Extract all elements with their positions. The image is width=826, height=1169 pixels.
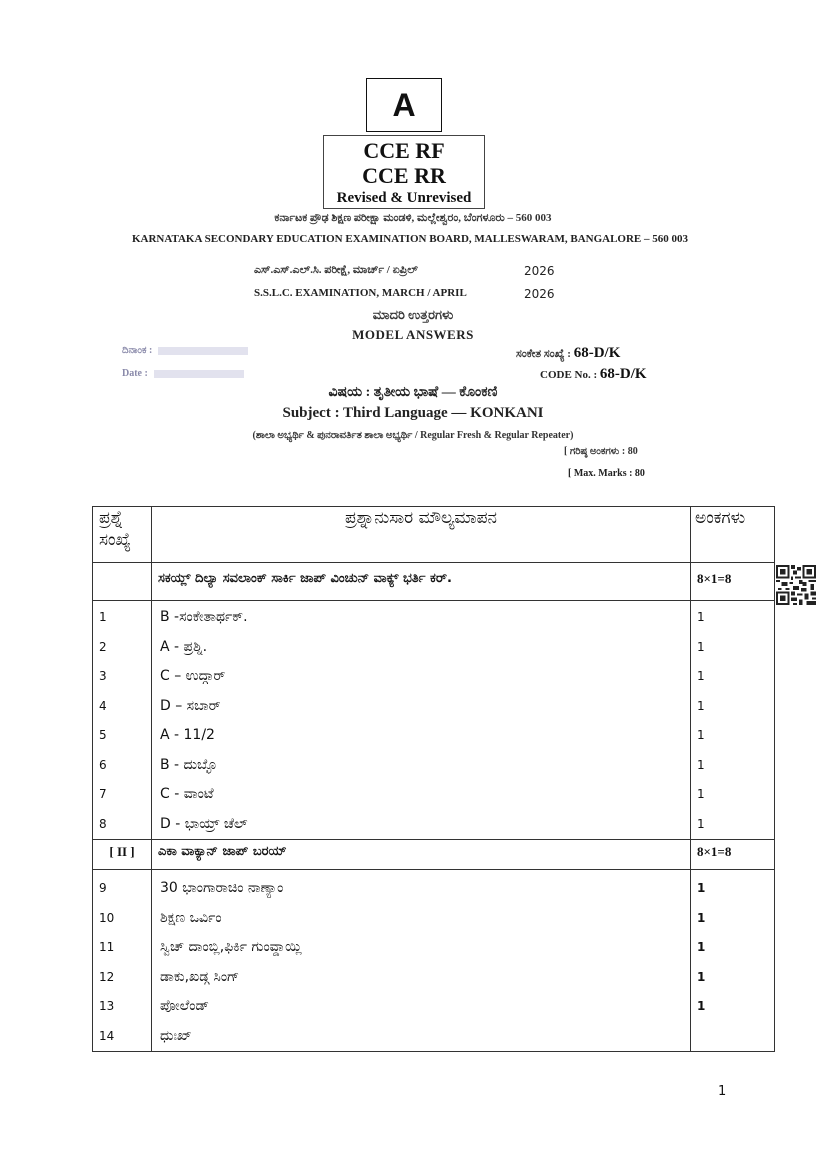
exam-year-english: 2026 — [524, 287, 555, 301]
answer-text: ಶಿಕ್ಷಣ ಒರ್ವಿಂ — [160, 909, 222, 926]
answer-text: A - ಪ್ರಶ್ನಿ. — [160, 638, 208, 655]
answer-text: B - ದುಬ್ಳೊ — [160, 756, 217, 773]
question-number: 3 — [99, 669, 107, 683]
section-marks: 8×1=8 — [691, 840, 775, 870]
answer-marks: 1 — [697, 669, 705, 683]
code-value-english: 68-D/K — [599, 366, 647, 382]
revised-label: Revised & Unrevised — [336, 190, 472, 206]
exam-title-english: S.S.L.C. EXAMINATION, MARCH / APRIL — [254, 287, 467, 299]
answers — [152, 601, 691, 840]
cce-box — [323, 135, 485, 209]
answer-marks: 1 — [697, 940, 706, 954]
answer-marks: 1 — [697, 639, 705, 654]
answer-text: ಧುಃಖ್ — [160, 1027, 192, 1044]
question-number: 14 — [99, 1028, 115, 1043]
qr-code — [776, 565, 816, 605]
question-number: 10 — [99, 910, 115, 925]
version-box: A — [366, 78, 442, 132]
question-number: 13 — [99, 999, 115, 1013]
question-number: 12 — [99, 969, 115, 984]
col-header-marks: ಅಂಕಗಳು — [691, 507, 775, 563]
question-number: 7 — [99, 787, 107, 801]
model-answers-english: MODEL ANSWERS — [352, 327, 474, 342]
answer-marks: 1 — [697, 698, 705, 713]
code-kannada: ಸಂಕೇತ ಸಂಖ್ಯೆ : 68-D/K — [516, 345, 621, 361]
answer-text: C - ವಾಂಟೆ — [160, 786, 214, 802]
exam-title-kannada: ಎಸ್.ಎಸ್.ಎಲ್.ಸಿ. ಪರೀಕ್ಷೆ, ಮಾರ್ಚ್ / ಏಪ್ರಿಲ್ — [254, 264, 418, 276]
answer-text: C – ಉದ್ಗಾರ್ — [160, 668, 226, 684]
answer-text: ಪೋಲೆಂಡ್ — [160, 998, 209, 1014]
items-block — [93, 601, 775, 840]
question-number: 1 — [99, 610, 107, 624]
answer-marks: 1 — [697, 881, 706, 895]
item-marks — [691, 870, 775, 1052]
answer-marks — [691, 1022, 774, 1052]
answer-text: D - ಭಾಯ್ರ್ ಚೆಲ್ — [160, 815, 248, 832]
answer-text: 30 ಭಾಂಗಾರಾಚಿಂ ನಾಣ್ಯಾಂ — [160, 880, 284, 896]
col-header-question-no: ಪ್ರಶ್ನೆ ಸಂಖ್ಯೆ — [93, 507, 152, 563]
answer-text: D – ಸಬಾರ್ — [160, 697, 221, 714]
board-name-kannada: ಕರ್ನಾಟಕ ಪ್ರೌಢ ಶಿಕ್ಷಣ ಪರೀಕ್ಷಾ ಮಂಡಳಿ, ಮಲ್ಲೇಶ್ವರಂ, ಬೆಂಗಳೂರು – 560 003 — [274, 212, 552, 224]
answer-marks: 1 — [697, 610, 705, 624]
answer-text: A - 11/2 — [160, 727, 215, 743]
subject-english: Subject : Third Language — KONKANI — [282, 405, 544, 421]
model-answers-kannada: ಮಾದರಿ ಉತ್ತರಗಳು — [372, 307, 454, 322]
date-label-kannada: ದಿನಾಂಕ : — [122, 345, 248, 356]
answer-marks: 1 — [697, 728, 705, 742]
item-marks — [691, 601, 775, 840]
candidate-type: (ಶಾಲಾ ಅಭ್ಯರ್ಥಿ & ಪುನರಾವರ್ತಿತ ಶಾಲಾ ಅಭ್ಯರ್ಥಿ / Regular Fresh & Regular Repeater) — [252, 430, 574, 441]
answer-text: B -ಸಂಕೇತಾರ್ಥಕ್. — [160, 609, 248, 625]
question-number: 4 — [99, 698, 107, 713]
section-marks: 8×1=8 — [691, 563, 775, 601]
cce-rr-label: CCE RR — [362, 163, 446, 188]
question-number: 6 — [99, 757, 107, 772]
section-row — [93, 563, 775, 601]
max-marks-kannada: [ ಗರಿಷ್ಠ ಅಂಕಗಳು : 80 — [564, 446, 638, 457]
code-value: 68-D/K — [573, 345, 621, 361]
answers — [152, 870, 691, 1052]
answer-marks: 1 — [697, 999, 706, 1013]
subject-kannada: ವಿಷಯ : ತೃತೀಯ ಭಾಷೆ — ಕೊಂಕಣಿ — [328, 385, 498, 400]
items-block — [93, 870, 775, 1052]
date-label-english: Date : — [122, 368, 244, 379]
code-english: CODE No. : 68-D/K — [540, 366, 647, 382]
section-title: ಎಕಾ ವಾಕ್ಯಾನ್ ಜಾಪ್ ಬರಯ್ — [152, 840, 691, 870]
question-number: 2 — [99, 639, 107, 654]
col-header-evaluation: ಪ್ರಶ್ನಾನುಸಾರ ಮೌಲ್ಯಮಾಪನ — [152, 507, 691, 563]
section-label: [ II ] — [93, 840, 152, 870]
section-title: ಸಕಯ್ಲ್ ದಿಲ್ಯಾ ಸವಲಾಂಕ್ ಸಾರ್ಕಿ ಜಾಪ್ ವಿಂಚುನ್ ವಾಕ್ಯ್ ಭರ್ತಿ ಕರ್. — [152, 563, 691, 601]
answer-marks: 1 — [697, 816, 705, 831]
max-marks-english: [ Max. Marks : 80 — [568, 468, 645, 479]
answer-text: ಡಾಕು,ಖಡ್ಗ ಸಿಂಗ್ — [160, 968, 240, 985]
question-number: 5 — [99, 728, 107, 742]
answer-marks: 1 — [697, 910, 706, 925]
cce-rf-label: CCE RF — [363, 138, 445, 163]
answer-table — [92, 506, 775, 1052]
answer-marks: 1 — [697, 757, 705, 772]
section-row — [93, 840, 775, 870]
answer-text: ಸ್ವಿಚ್ ದಾಂಬ್ಲಿ,ಫಿರ್ಕಿ ಗುಂವ್ಡಾಯ್ಲಿ — [160, 939, 302, 955]
question-number: 11 — [99, 940, 115, 954]
board-name-english: KARNATAKA SECONDARY EDUCATION EXAMINATION BOARD, MALLESWARAM, BANGALORE – 560 003 — [131, 233, 689, 245]
question-number: 8 — [99, 816, 107, 831]
table-header-row — [93, 507, 775, 563]
question-number: 9 — [99, 881, 107, 895]
answer-marks: 1 — [697, 787, 705, 801]
question-numbers — [93, 870, 152, 1052]
exam-year: 2026 — [524, 264, 555, 278]
question-numbers — [93, 601, 152, 840]
page-number: 1 — [718, 1084, 727, 1099]
answer-marks: 1 — [697, 969, 706, 984]
section-label — [93, 563, 152, 601]
